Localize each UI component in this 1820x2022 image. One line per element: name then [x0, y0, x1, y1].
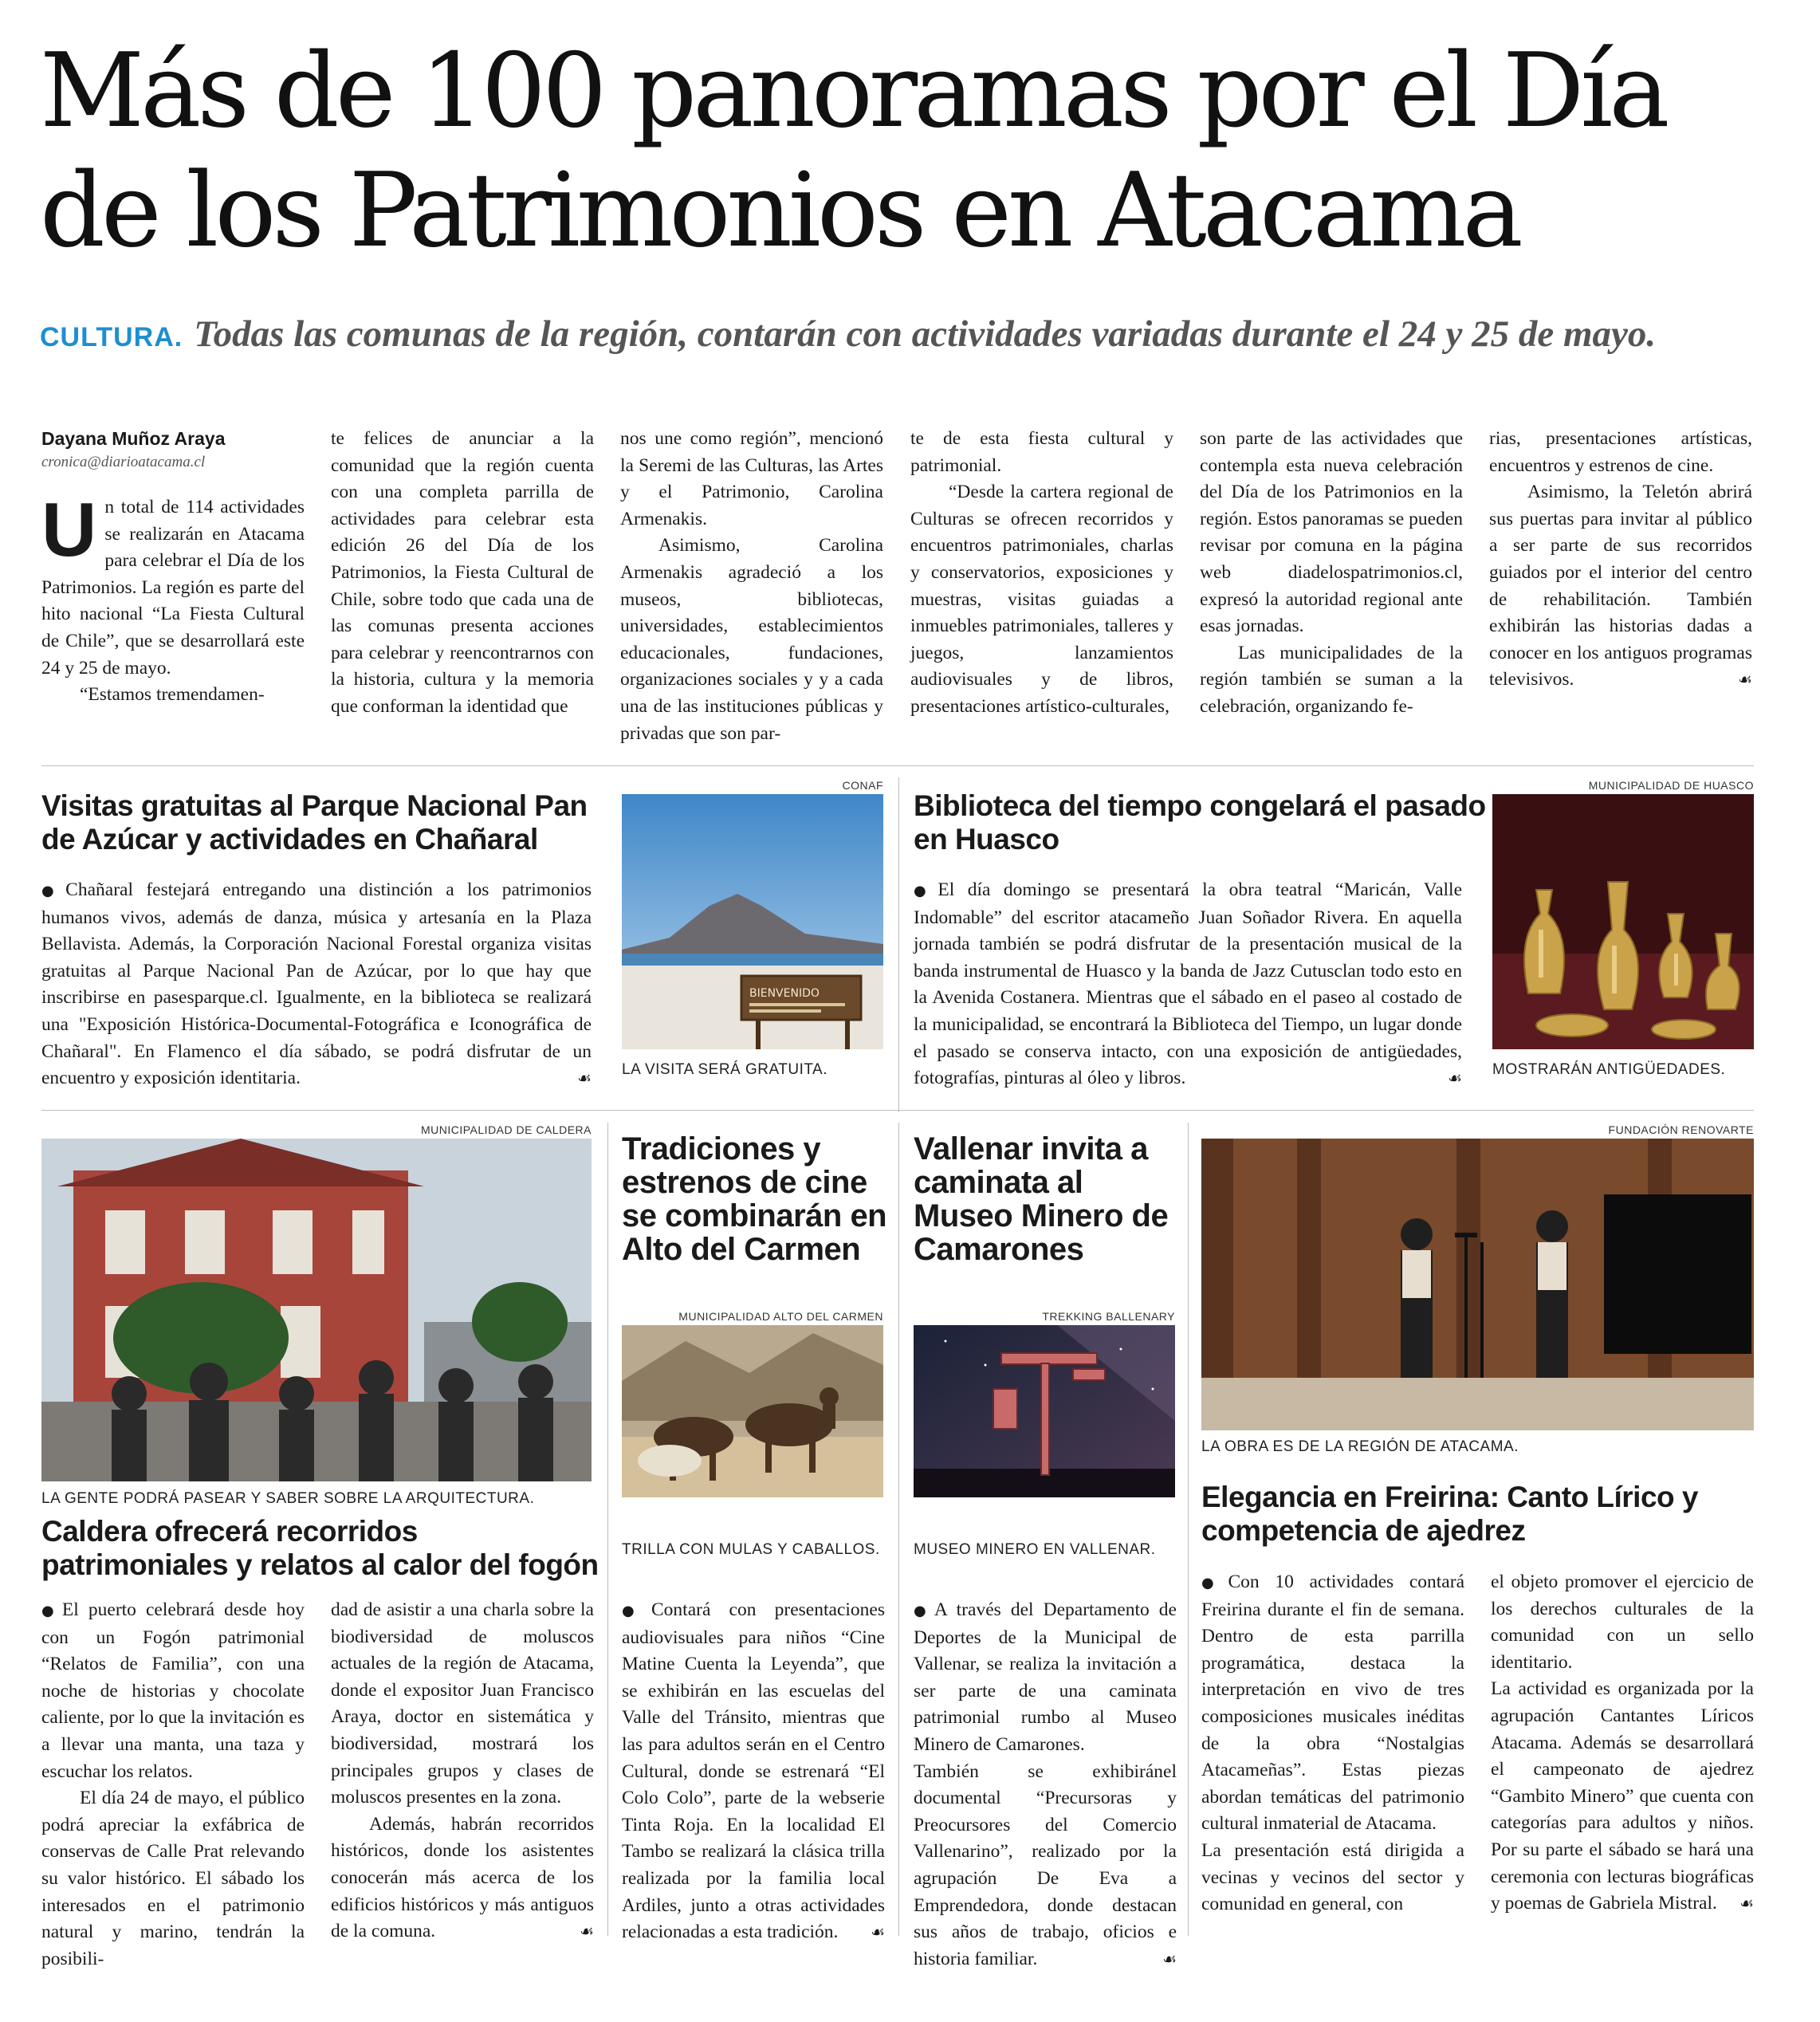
freirina-caption: LA OBRA ES DE LA REGIÓN DE ATACAMA.: [1201, 1438, 1519, 1455]
main-col1-p1: n total de 114 actividades se realizarán en Atacama para celebrar el Día de los Patrimonios. La región es parte del hito nacional “La Fiesta Cultural de Chile”, que se desarrollará este 24 y 25 de mayo.: [41, 497, 305, 679]
alto-carmen-caption: TRILLA CON MULAS Y CABALLOS.: [622, 1541, 880, 1558]
section-kicker: CULTURA.: [40, 322, 183, 352]
end-mark-icon: ☙: [580, 1922, 594, 1941]
headline: [40, 32, 1794, 271]
headline-line-1: Más de 100 panoramas por el Día: [40, 32, 1666, 151]
deck-text: Todas las comunas de la región, contarán con actividades variadas durante el 24 y 25 de mayo.: [194, 313, 1657, 355]
main-col4-p2: “Desde la cartera regional de Culturas se ofrecen recorridos y encuentros patrimoniales, charlas y conservatorios, exposiciones y muestras, visitas guiadas a inmuebles patrimoniales, talleres y juegos, lanzamientos audiovisuales y de libros, presentaciones artístico-culturales,: [910, 482, 1173, 717]
main-col2-p1: te felices de anunciar a la comunidad que la región cuenta con una completa parrilla de actividades para celebrar esta edición 26 del Día de los Patrimonios, la Fiesta Cultural de Chile, sobre todo que cada una de las comunas presenta acciones para celebrar y reencontrarnos con la historia, cultura y la memoria que conforman la identidad que: [331, 428, 594, 717]
caldera-caption: LA GENTE PODRÁ PASEAR Y SABER SOBRE LA ARQUITECTURA.: [41, 1490, 535, 1507]
chanaral-text: Chañaral festejará entregando una distinción a los patrimonios humanos vivos, además de danza, música y artesanía en la Plaza Bellavista. Además, la Corporación Nacional Forestal organiza visitas gratuitas al Parque Nacional Pan de Azúcar, por lo que hay que inscribirse en pasesparque.cl. Igualmente, en la biblioteca se realizará una "Exposición Histórica-Documental-Fotográfica e Iconográfica de Chañaral". En Flamenco el día sábado, se podrá disfrutar de un encuentro y exposición identitaria.: [41, 879, 592, 1089]
main-col6-p2: Asimismo, la Teletón abrirá sus puertas para invitar al público a ser parte de sus recorridos guiados por el interior del centro de rehabilitación. También exhibirán las historias dadas a conocer en los antiguos programas televisivos.: [1489, 482, 1752, 690]
caldera-photo: [41, 1139, 592, 1481]
caldera-col2-p2: Además, habrán recorridos históricos, donde los asistentes conocerán más acerca de los edificios históricos y más antiguos de la comuna.: [331, 1813, 594, 1942]
huasco-title: Biblioteca del tiempo congelará el pasado en Huasco: [914, 789, 1486, 856]
vallenar-photo-credit: TREKKING BALLENARY: [1042, 1310, 1175, 1323]
alto-carmen-body: [622, 1597, 885, 1946]
main-col-2: [331, 426, 594, 721]
vallenar-body: [914, 1597, 1177, 1973]
freirina-col2-p2: La actividad es organizada por la agrupación Cantantes Líricos Atacama. Además se desarrollará el campeonato de ajedrez “Gambito Minero” que cuenta con categorías para adultos y niños. Por su parte el sábado se hará una ceremonia con lecturas biográficas y poemas de Gabriela Mistral.: [1491, 1678, 1754, 1914]
divider: [607, 1123, 608, 1936]
main-col-4: [910, 426, 1173, 721]
chanaral-photo: [622, 794, 883, 1049]
divider: [41, 765, 1754, 766]
main-col-3: [620, 426, 883, 747]
main-col4-p1: te de esta fiesta cultural y patrimonial.: [910, 428, 1173, 476]
freirina-col1-p2: La presentación está dirigida a vecinas y vecinos del sector y comunidad en general, con: [1201, 1839, 1464, 1915]
alto-carmen-title: Tradiciones y estrenos de cine se combinarán en Alto del Carmen: [622, 1131, 887, 1267]
huasco-text: El día domingo se presentará la obra teatral “Maricán, Valle Indomable” del escritor atacameño Juan Soñador Rivera. En aquella jornada también se podrá disfrutar de la presentación musical de la banda instrumental de Huasco y la banda de Jazz Cutusclan todo esto en la Avenida Costanera. Mientras que el sábado en el paseo al costado de la municipalidad, se encontrará la Biblioteca del Tiempo, un lugar donde el pasado se conserva intacto, con una exposición de antigüedades, fotografías, pinturas al óleo y libros.: [914, 879, 1462, 1089]
end-mark-icon: ☙: [1162, 1949, 1177, 1969]
vallenar-p1: A través del Departamento de Deportes de la Municipal de Vallenar, se realiza la invitación a ser parte de una caminata patrimonial rumbo al Museo Minero de Camarones.: [914, 1599, 1177, 1755]
main-col6-p1: rias, presentaciones artísticas, encuentros y estrenos de cine.: [1489, 428, 1752, 476]
divider: [898, 777, 899, 1112]
bullet-icon: ●: [1201, 1575, 1225, 1591]
alto-carmen-photo: [622, 1325, 883, 1497]
bullet-icon: ●: [914, 1603, 931, 1619]
freirina-col2-p1: el objeto promover el ejercicio de los derechos culturales de la comunidad con un sello identitario.: [1491, 1572, 1754, 1673]
end-mark-icon: ☙: [1739, 1894, 1754, 1914]
bullet-icon: ●: [914, 883, 935, 899]
freirina-title: Elegancia en Freirina: Canto Lírico y competencia de ajedrez: [1201, 1481, 1699, 1547]
main-col-1: [41, 426, 305, 709]
main-col-5: [1200, 426, 1463, 721]
chanaral-body: [41, 877, 592, 1092]
end-mark-icon: ☙: [1738, 670, 1752, 690]
freirina-photo: [1201, 1139, 1754, 1430]
chanaral-caption: LA VISITA SERÁ GRATUITA.: [622, 1061, 828, 1078]
caldera-col1-p2: El día 24 de mayo, el público podrá apreciar la exfábrica de conservas de Calle Prat relevando su valor histórico. El sábado los interesados en el patrimonio natural y marino, tendrán la posibili-: [41, 1788, 305, 1969]
chanaral-title: Visitas gratuitas al Parque Nacional Pan de Azúcar y actividades en Chañaral: [41, 789, 588, 856]
divider: [1188, 1123, 1189, 1936]
bullet-icon: ●: [41, 1603, 59, 1619]
huasco-caption: MOSTRARÁN ANTIGÜEDADES.: [1492, 1061, 1726, 1078]
alto-carmen-text: Contará con presentaciones audiovisuales para niños “Cine Matine Cuenta la Leyenda”, que se exhibirán en las escuelas del Valle del Tránsito, mientras que las para adultos serán en el Centro Cultural, donde se estrenará “El Colo Colo”, parte de la webserie Tinta Roja. En la localidad El Tambo se realizará la clásica trilla realizada por la familia local Ardiles, junto a otras actividades relacionadas a esta tradición.: [622, 1599, 885, 1943]
freirina-col-2: [1491, 1569, 1754, 1918]
drop-cap: U: [41, 487, 97, 572]
huasco-body: [914, 877, 1462, 1092]
huasco-photo-credit: MUNICIPALIDAD DE HUASCO: [1588, 779, 1754, 792]
byline-email: cronica@diarioatacama.cl: [41, 454, 206, 470]
bullet-icon: ●: [41, 883, 63, 899]
end-mark-icon: ☙: [577, 1068, 592, 1088]
freirina-col1-p1: Con 10 actividades contará Freirina durante el fin de semana. Dentro de esta parrilla programática, destaca la interpretación en vivo de tres composiciones musicales inéditas de la obra “Nostalgias Atacameñas”. Estas piezas abordan temáticas del patrimonio cultural inmaterial de Atacama.: [1201, 1572, 1464, 1835]
vallenar-p2: También se exhibiránel documental “Precursoras y Preocursores del Comercio Vallenarino”, realizado por la agrupación De Eva a Emprendedora, donde destacan sus años de trabajo, oficios e historia familiar.: [914, 1760, 1177, 1969]
main-col3-p1: nos une como región”, mencionó la Seremi de las Culturas, las Artes y el Patrimonio, Carolina Armenakis.: [620, 428, 883, 529]
byline-author: Dayana Muñoz Araya: [41, 428, 226, 449]
freirina-photo-credit: FUNDACIÓN RENOVARTE: [1608, 1123, 1754, 1136]
end-mark-icon: ☙: [1448, 1068, 1462, 1088]
caldera-col-2: [331, 1597, 594, 1945]
main-col-6: [1489, 426, 1752, 694]
caldera-col-1: [41, 1597, 305, 1973]
freirina-col-1: [1201, 1569, 1464, 1918]
caldera-title: Caldera ofrecerá recorridos patrimoniales y relatos al calor del fogón: [41, 1515, 599, 1581]
huasco-photo: [1492, 794, 1754, 1049]
deck: [40, 309, 1738, 362]
divider: [41, 1110, 1754, 1111]
vallenar-caption: MUSEO MINERO EN VALLENAR.: [914, 1541, 1156, 1558]
caldera-photo-credit: MUNICIPALIDAD DE CALDERA: [420, 1123, 592, 1136]
end-mark-icon: ☙: [871, 1922, 885, 1942]
caldera-col2-p1: dad de asistir a una charla sobre la biodiversidad de moluscos actuales de la región de Atacama, donde el expositor Juan Francisco Araya, doctor en sistemática y biodiversidad, mostrará los principales grupos y clases de moluscos presentes en la zona.: [331, 1599, 594, 1808]
chanaral-photo-credit: CONAF: [842, 779, 883, 792]
alto-carmen-photo-credit: MUNICIPALIDAD ALTO DEL CARMEN: [678, 1310, 883, 1323]
divider: [898, 1123, 899, 1936]
vallenar-title: Vallenar invita a caminata al Museo Minero de Camarones: [914, 1131, 1169, 1267]
vallenar-photo: [914, 1325, 1175, 1497]
caldera-col1-p1: El puerto celebrará desde hoy con un Fogón patrimonial “Relatos de Familia”, con una noche de historias y chocolate caliente, por lo que la invitación es a llevar una manta, una taza y escuchar los relatos.: [41, 1599, 305, 1782]
main-col3-p2: Asimismo, Carolina Armenakis agradeció a los museos, bibliotecas, universidades, establecimientos educacionales, fundaciones, organizaciones sociales y y a cada una de las instituciones públicas y privadas que son par-: [620, 535, 883, 744]
chanaral-sign-text: BIENVENIDO: [749, 987, 820, 1000]
headline-line-2: de los Patrimonios en Atacama: [40, 151, 1519, 270]
main-col5-p1: son parte de las actividades que contempla esta nueva celebración del Día de los Patrimonios en la región. Estos panoramas se pueden revisar por comuna en la página web diadelospatrimonios.cl, expresó la autoridad regional ante esas jornadas.: [1200, 428, 1463, 637]
main-col1-p2: “Estamos tremendamen-: [80, 684, 265, 706]
bullet-icon: ●: [622, 1603, 648, 1619]
main-col5-p2: Las municipalidades de la región también se suman a la celebración, organizando fe-: [1200, 642, 1463, 717]
